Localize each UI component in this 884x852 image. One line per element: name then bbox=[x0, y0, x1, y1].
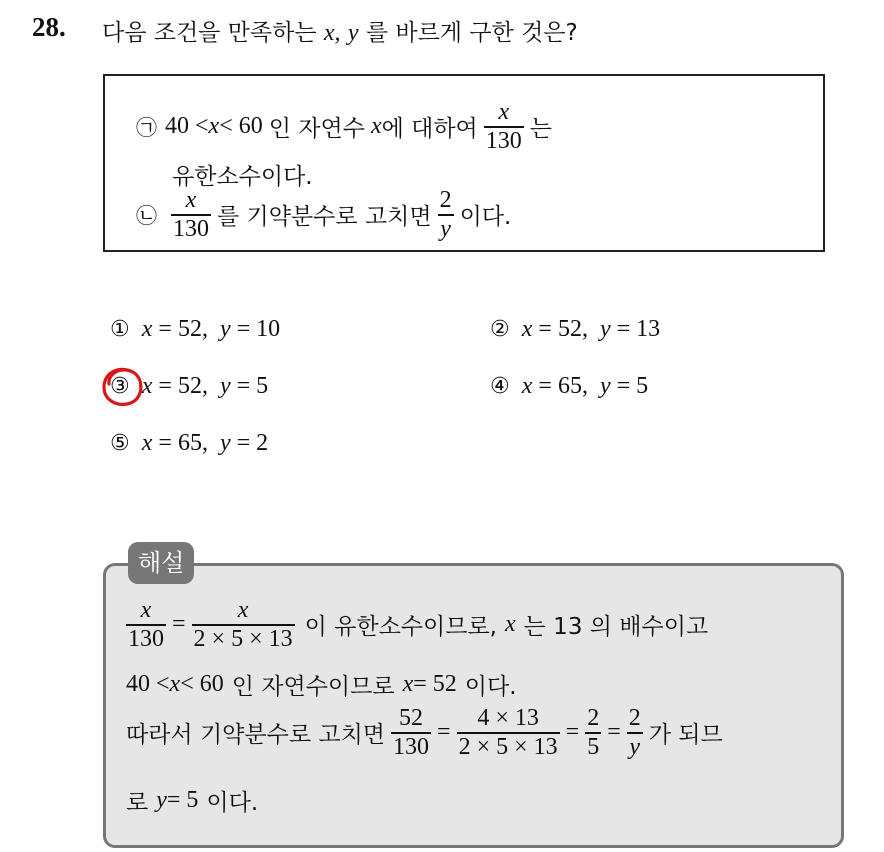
frac-denominator: y bbox=[629, 733, 641, 760]
condition-a-mark: ㉠ bbox=[136, 115, 157, 140]
frac-numerator: x bbox=[498, 99, 510, 125]
choice-x-value: 52 bbox=[177, 373, 202, 399]
solution-value: = 5 bbox=[166, 787, 199, 813]
choice-5[interactable] bbox=[110, 430, 268, 457]
condition-a-text4: 유한소수이다. bbox=[172, 164, 313, 190]
choice-y-var: y bbox=[219, 430, 231, 456]
condition-b-line bbox=[136, 188, 511, 242]
condition-a-upper: < 60 bbox=[219, 113, 263, 140]
frac-numerator: 4 × 13 bbox=[477, 705, 539, 731]
choice-y-value: 5 bbox=[256, 373, 269, 399]
choice-x-var: x bbox=[141, 373, 153, 399]
choice-y-value: 5 bbox=[636, 373, 649, 399]
choice-y-value: 2 bbox=[256, 430, 269, 456]
frac-numerator: x bbox=[237, 597, 249, 623]
condition-b-mark: ㉡ bbox=[136, 203, 157, 228]
choice-number: ⑤ bbox=[110, 431, 130, 456]
frac-denominator: y bbox=[440, 215, 451, 242]
choice-1[interactable] bbox=[110, 316, 280, 343]
condition-a-lower: 40 < bbox=[165, 113, 209, 140]
question-prefix: 다음 조건을 만족하는 bbox=[102, 20, 317, 46]
frac-numerator: 2 bbox=[628, 705, 641, 731]
solution-text: 인 자연수이므로 bbox=[231, 674, 395, 700]
frac-numerator: x bbox=[140, 597, 152, 623]
frac-numerator: x bbox=[185, 187, 197, 213]
solution-line-3 bbox=[126, 706, 723, 760]
answer-circle-mark bbox=[100, 365, 146, 409]
choice-x-value: 52 bbox=[177, 316, 202, 342]
solution-text: 로 bbox=[126, 790, 149, 816]
choice-x-var: x bbox=[141, 430, 153, 456]
solution-text: 는 13 의 배수이고 bbox=[523, 614, 709, 641]
condition-b-text: 를 기약분수로 고치면 bbox=[217, 204, 432, 231]
solution-equals: = bbox=[437, 719, 451, 746]
choice-y-value: 13 bbox=[636, 316, 661, 342]
choice-eq: = bbox=[152, 316, 178, 342]
solution-frac-3 bbox=[391, 706, 431, 760]
choice-y-var: y bbox=[219, 316, 231, 342]
solution-line-4 bbox=[126, 784, 258, 817]
solution-lower: 40 < bbox=[126, 671, 170, 697]
question-text bbox=[102, 14, 578, 47]
choice-comma: , bbox=[581, 316, 600, 342]
choice-eq: = bbox=[152, 373, 178, 399]
choice-2[interactable] bbox=[490, 316, 660, 343]
condition-a-text2: 에 대하여 bbox=[381, 116, 478, 143]
solution-frac-1 bbox=[126, 598, 166, 652]
choice-x-value: 65 bbox=[177, 430, 202, 456]
solution-text: 따라서 기약분수로 고치면 bbox=[126, 722, 386, 749]
question-var-y: y bbox=[347, 20, 359, 46]
question-suffix: 를 바르게 구한 것은? bbox=[365, 20, 578, 46]
choice-eq: = bbox=[230, 316, 257, 342]
solution-value: = 52 bbox=[413, 671, 457, 697]
frac-denominator: 5 bbox=[587, 733, 600, 760]
choice-x-value: 65 bbox=[557, 373, 582, 399]
choice-eq: = bbox=[610, 316, 637, 342]
solution-equals: = bbox=[607, 719, 621, 746]
frac-numerator: 2 bbox=[587, 705, 600, 731]
solution-frac-4 bbox=[457, 706, 560, 760]
solution-text: 이다. bbox=[206, 790, 259, 816]
solution-line-1 bbox=[126, 598, 708, 652]
condition-b-text2: 이다. bbox=[459, 204, 512, 231]
solution-text: 이 유한소수이므로, bbox=[304, 614, 497, 641]
choice-x-value: 52 bbox=[557, 316, 582, 342]
solution-frac-2 bbox=[192, 598, 295, 652]
frac-denominator: 130 bbox=[173, 215, 209, 242]
choice-x-var: x bbox=[141, 316, 153, 342]
choice-y-var: y bbox=[599, 373, 611, 399]
choice-eq: = bbox=[230, 373, 257, 399]
choice-eq: = bbox=[152, 430, 178, 456]
solution-equals: = bbox=[172, 611, 186, 638]
frac-denominator: 130 bbox=[393, 733, 430, 760]
choice-comma: , bbox=[201, 316, 220, 342]
solution-frac-5 bbox=[585, 706, 601, 760]
condition-a-x: x bbox=[208, 113, 220, 140]
frac-numerator: 52 bbox=[399, 705, 424, 731]
condition-b-fraction2 bbox=[438, 188, 454, 242]
condition-a-text: 인 자연수 bbox=[268, 116, 365, 143]
solution-frac-6 bbox=[627, 706, 643, 760]
choice-y-var: y bbox=[219, 373, 231, 399]
choice-eq: = bbox=[532, 373, 558, 399]
choice-comma: , bbox=[201, 373, 220, 399]
choice-x-var: x bbox=[521, 373, 533, 399]
solution-x: x bbox=[169, 671, 181, 697]
question-var-x: x, bbox=[323, 20, 341, 46]
choice-number: ④ bbox=[490, 374, 510, 399]
condition-a-text3: 는 bbox=[529, 116, 552, 143]
solution-label: 해설 bbox=[128, 542, 194, 584]
choice-eq: = bbox=[610, 373, 637, 399]
question-number: 28. bbox=[32, 12, 66, 42]
choice-comma: , bbox=[581, 373, 600, 399]
condition-a-fraction bbox=[484, 100, 524, 154]
choice-4[interactable] bbox=[490, 373, 648, 400]
solution-text: 가 되므 bbox=[648, 722, 723, 749]
choice-number: ② bbox=[490, 317, 510, 342]
solution-x: x bbox=[505, 611, 516, 638]
solution-equals: = bbox=[565, 719, 580, 746]
frac-denominator: 2 × 5 × 13 bbox=[193, 625, 293, 652]
solution-line-2 bbox=[126, 668, 517, 701]
condition-a-x2: x bbox=[370, 113, 382, 140]
frac-numerator: 2 bbox=[439, 187, 452, 213]
frac-denominator: 130 bbox=[485, 127, 522, 154]
choice-y-var: y bbox=[599, 316, 611, 342]
choice-x-var: x bbox=[521, 316, 533, 342]
solution-y: y bbox=[156, 787, 167, 813]
solution-upper: < 60 bbox=[180, 671, 224, 697]
frac-denominator: 130 bbox=[128, 625, 164, 652]
choice-eq: = bbox=[532, 316, 558, 342]
choice-y-value: 10 bbox=[256, 316, 281, 342]
choice-number: ③ bbox=[110, 374, 130, 399]
condition-a-line1 bbox=[136, 100, 552, 154]
frac-denominator: 2 × 5 × 13 bbox=[458, 733, 558, 760]
solution-text: 이다. bbox=[464, 674, 517, 700]
choice-comma: , bbox=[201, 430, 220, 456]
choice-number: ① bbox=[110, 317, 130, 342]
choice-eq: = bbox=[230, 430, 257, 456]
solution-x: x bbox=[402, 671, 414, 697]
condition-b-fraction bbox=[171, 188, 211, 242]
